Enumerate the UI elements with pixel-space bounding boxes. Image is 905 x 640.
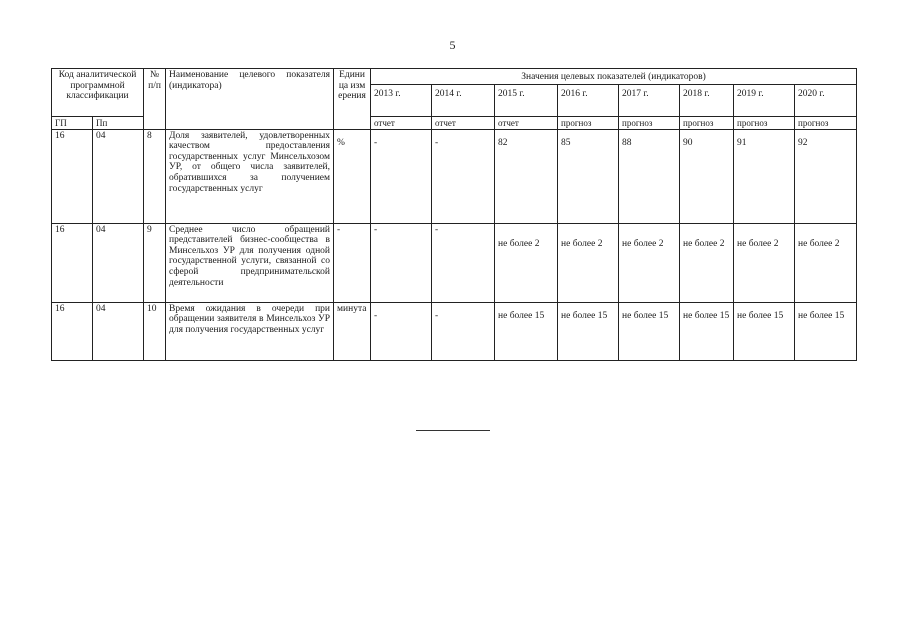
kind-header: прогноз [619,116,680,129]
gp-header: ГП [52,116,93,129]
kind-header: отчет [371,116,432,129]
year-header: 2015 г. [495,84,558,116]
value-cell: не более 2 [558,223,619,302]
year-header: 2020 г. [795,84,857,116]
year-header: 2019 г. [734,84,795,116]
year-header: 2013 г. [371,84,432,116]
gp-cell: 16 [52,223,93,302]
value-cell: не более 2 [680,223,734,302]
value-cell: - [432,302,495,360]
value-cell: 88 [619,129,680,223]
name-cell: Среднее число обращений представителей бизнес-сообщества в Минсельхоз УР для получения одной государственной услуги, связанной со сферой предпринимательской деятельности [166,223,334,302]
kind-header: прогноз [680,116,734,129]
value-cell: 90 [680,129,734,223]
value-cell: не более 15 [619,302,680,360]
value-cell: не более 2 [619,223,680,302]
gp-cell: 16 [52,302,93,360]
num-cell: 8 [144,129,166,223]
num-cell: 10 [144,302,166,360]
unit-cell: минута [334,302,371,360]
unit-cell: - [334,223,371,302]
value-cell: не более 2 [495,223,558,302]
value-cell: - [432,129,495,223]
value-cell: не более 15 [734,302,795,360]
value-cell: не более 2 [734,223,795,302]
name-cell: Время ожидания в очереди при обращении заявителя в Минсельхоз УР для получения государственных услуг [166,302,334,360]
kind-header: прогноз [734,116,795,129]
pp-header: Пп [93,116,144,129]
pp-cell: 04 [93,223,144,302]
value-cell: - [371,302,432,360]
table-row [52,223,857,302]
value-cell: 82 [495,129,558,223]
value-cell: 92 [795,129,857,223]
value-cell: 85 [558,129,619,223]
values-header: Значения целевых показателей (индикаторов) [371,69,857,85]
name-header: Наименование целевого показателя (индикатора) [166,69,334,130]
pp-cell: 04 [93,302,144,360]
value-cell: не более 15 [795,302,857,360]
gp-cell: 16 [52,129,93,223]
unit-cell: % [334,129,371,223]
pp-cell: 04 [93,129,144,223]
kind-header: прогноз [558,116,619,129]
header-row-1 [52,69,857,85]
value-cell: 91 [734,129,795,223]
year-header: 2018 г. [680,84,734,116]
footer-rule [416,430,490,431]
table-row [52,129,857,223]
indicators-table [51,68,857,361]
year-header: 2017 г. [619,84,680,116]
value-cell: не более 15 [680,302,734,360]
year-header: 2016 г. [558,84,619,116]
kind-header: отчет [432,116,495,129]
value-cell: - [371,223,432,302]
page-number: 5 [449,38,456,52]
unit-header: Единица измерения [334,69,371,130]
year-header: 2014 г. [432,84,495,116]
num-cell: 9 [144,223,166,302]
name-cell: Доля заявителей, удовлетворенных качеством предоставления государственных услуг Минсельхозом УР, от общего числа заявителей, обратившихся за получением государственных услуг [166,129,334,223]
value-cell: не более 2 [795,223,857,302]
value-cell: не более 15 [495,302,558,360]
kind-header: отчет [495,116,558,129]
value-cell: не более 15 [558,302,619,360]
code-header: Код аналитической программной классификации [52,69,144,117]
value-cell: - [432,223,495,302]
kind-header: прогноз [795,116,857,129]
table-row [52,302,857,360]
num-header: № п/п [144,69,166,130]
value-cell: - [371,129,432,223]
